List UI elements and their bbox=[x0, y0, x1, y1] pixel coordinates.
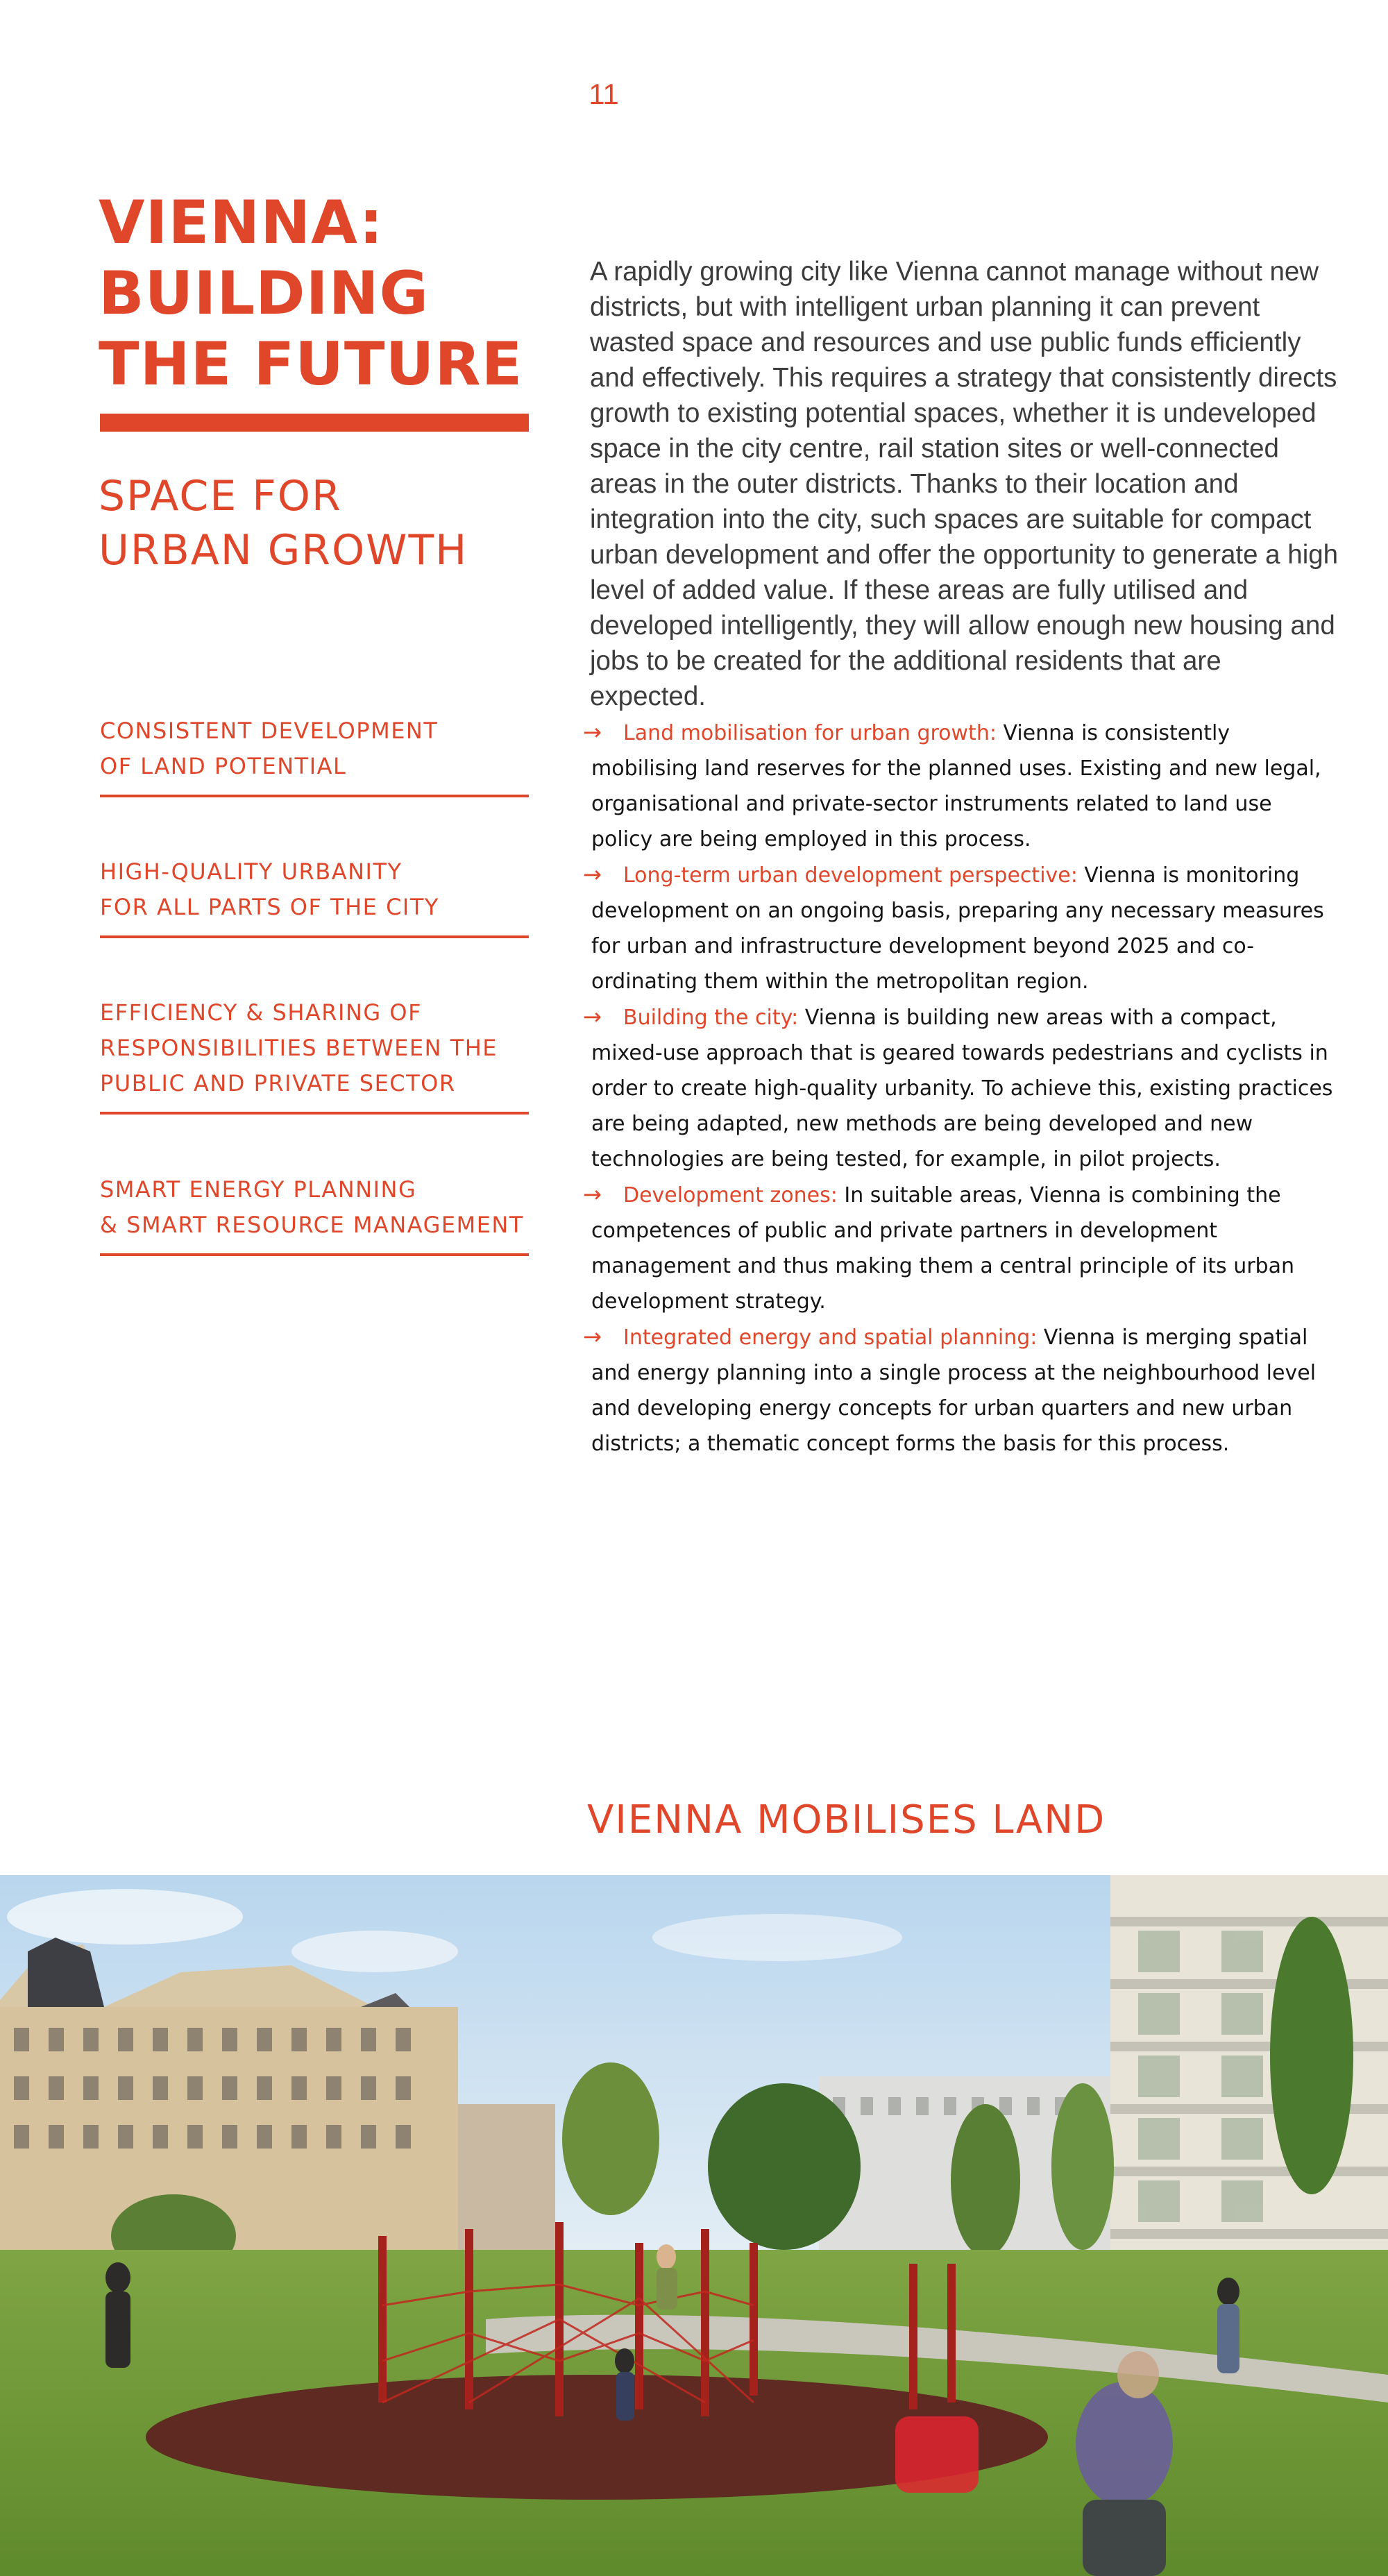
page-title bbox=[99, 187, 543, 400]
topic-line: SMART ENERGY PLANNING bbox=[100, 1176, 417, 1203]
page-title-line: THE FUTURE bbox=[99, 330, 523, 399]
park-playground-photo bbox=[0, 1875, 1388, 2576]
bullet-item bbox=[583, 1319, 1335, 1461]
bullet-item bbox=[583, 857, 1335, 999]
topic-line: FOR ALL PARTS OF THE CITY bbox=[100, 894, 439, 920]
topic-line: EFFICIENCY & SHARING OF bbox=[100, 999, 422, 1026]
bullet-item bbox=[583, 999, 1335, 1177]
topic-line: HIGH-QUALITY URBANITY bbox=[100, 858, 403, 885]
bullet-text: Vienna is merging spatial and energy planning into a single process at the neighbourhood level and developing energy concepts for urban quarters and new urban districts; a thematic concept forms the basis for this process. bbox=[591, 1325, 1317, 1456]
arrow-right-icon: → bbox=[583, 861, 602, 888]
bullet-lead: Building the city: bbox=[623, 1006, 799, 1030]
topic-line: OF LAND POTENTIAL bbox=[100, 753, 347, 779]
title-divider bbox=[100, 414, 529, 432]
topic-item bbox=[100, 713, 529, 797]
arrow-right-icon: → bbox=[583, 1181, 602, 1208]
topic-item bbox=[100, 854, 529, 938]
bullet-lead: Long-term urban development perspective: bbox=[623, 863, 1078, 888]
bullet-item bbox=[583, 715, 1335, 857]
bullet-item bbox=[583, 1177, 1335, 1319]
intro-paragraph: A rapidly growing city like Vienna cannot manage without new districts, but with intelligent urban planning it can prevent wasted space and resources and use public funds efficiently and effectively. This requires a strategy that consistently directs growth to existing potential spaces, whether it is undeveloped space in the city centre, rail station sites or well-connected areas in the outer districts. Thanks to their location and integration into the city, such spaces are suitable for compact urban development and offer the opportunity to generate a high level of added value. If these areas are fully utilised and developed intelligently, they will allow enough new housing and jobs to be created for the additional residents that are expected. bbox=[590, 257, 1339, 711]
subtitle bbox=[99, 469, 543, 577]
topic-line: CONSISTENT DEVELOPMENT bbox=[100, 718, 439, 744]
arrow-right-icon: → bbox=[583, 1003, 602, 1030]
bullet-text: Vienna is monitoring development on an ongoing basis, preparing any necessary measures for urban and infrastructure development beyond 2025 and co-ordinating them within the metropolitan region. bbox=[591, 863, 1324, 994]
topic-item bbox=[100, 1172, 529, 1256]
topic-item bbox=[100, 995, 529, 1115]
page-title-line: VIENNA: bbox=[99, 188, 384, 257]
bullet-text: In suitable areas, Vienna is combining the competences of public and private partners in development management and thus making them a central principle of its urban development strategy. bbox=[591, 1183, 1294, 1314]
bullet-lead: Integrated energy and spatial planning: bbox=[623, 1325, 1038, 1350]
topic-line: & SMART RESOURCE MANAGEMENT bbox=[100, 1212, 524, 1238]
arrow-right-icon: → bbox=[583, 719, 602, 745]
topic-line: PUBLIC AND PRIVATE SECTOR bbox=[100, 1070, 456, 1096]
subtitle-line: URBAN GROWTH bbox=[99, 526, 468, 575]
page-title-line: BUILDING bbox=[99, 259, 430, 328]
bullet-lead: Development zones: bbox=[623, 1183, 838, 1208]
topic-line: RESPONSIBILITIES BETWEEN THE bbox=[100, 1035, 498, 1061]
bullet-text: Vienna is consistently mobilising land reserves for the planned uses. Existing and new legal, organisational and private-sector instruments related to land use policy are being employed in this process. bbox=[591, 721, 1321, 851]
bullet-list bbox=[583, 715, 1335, 1461]
subtitle-line: SPACE FOR bbox=[99, 472, 342, 520]
section-heading: VIENNA MOBILISES LAND bbox=[587, 1797, 1106, 1842]
arrow-right-icon: → bbox=[583, 1323, 602, 1350]
bullet-text: Vienna is building new areas with a compact, mixed-use approach that is geared towards pedestrians and cyclists in order to create high-quality urbanity. To achieve this, existing practices are being adapted, new methods are being developed and new technologies are being tested, for example, in pilot projects. bbox=[591, 1006, 1333, 1171]
bullet-lead: Land mobilisation for urban growth: bbox=[623, 721, 997, 745]
page-number: 11 bbox=[589, 78, 619, 110]
